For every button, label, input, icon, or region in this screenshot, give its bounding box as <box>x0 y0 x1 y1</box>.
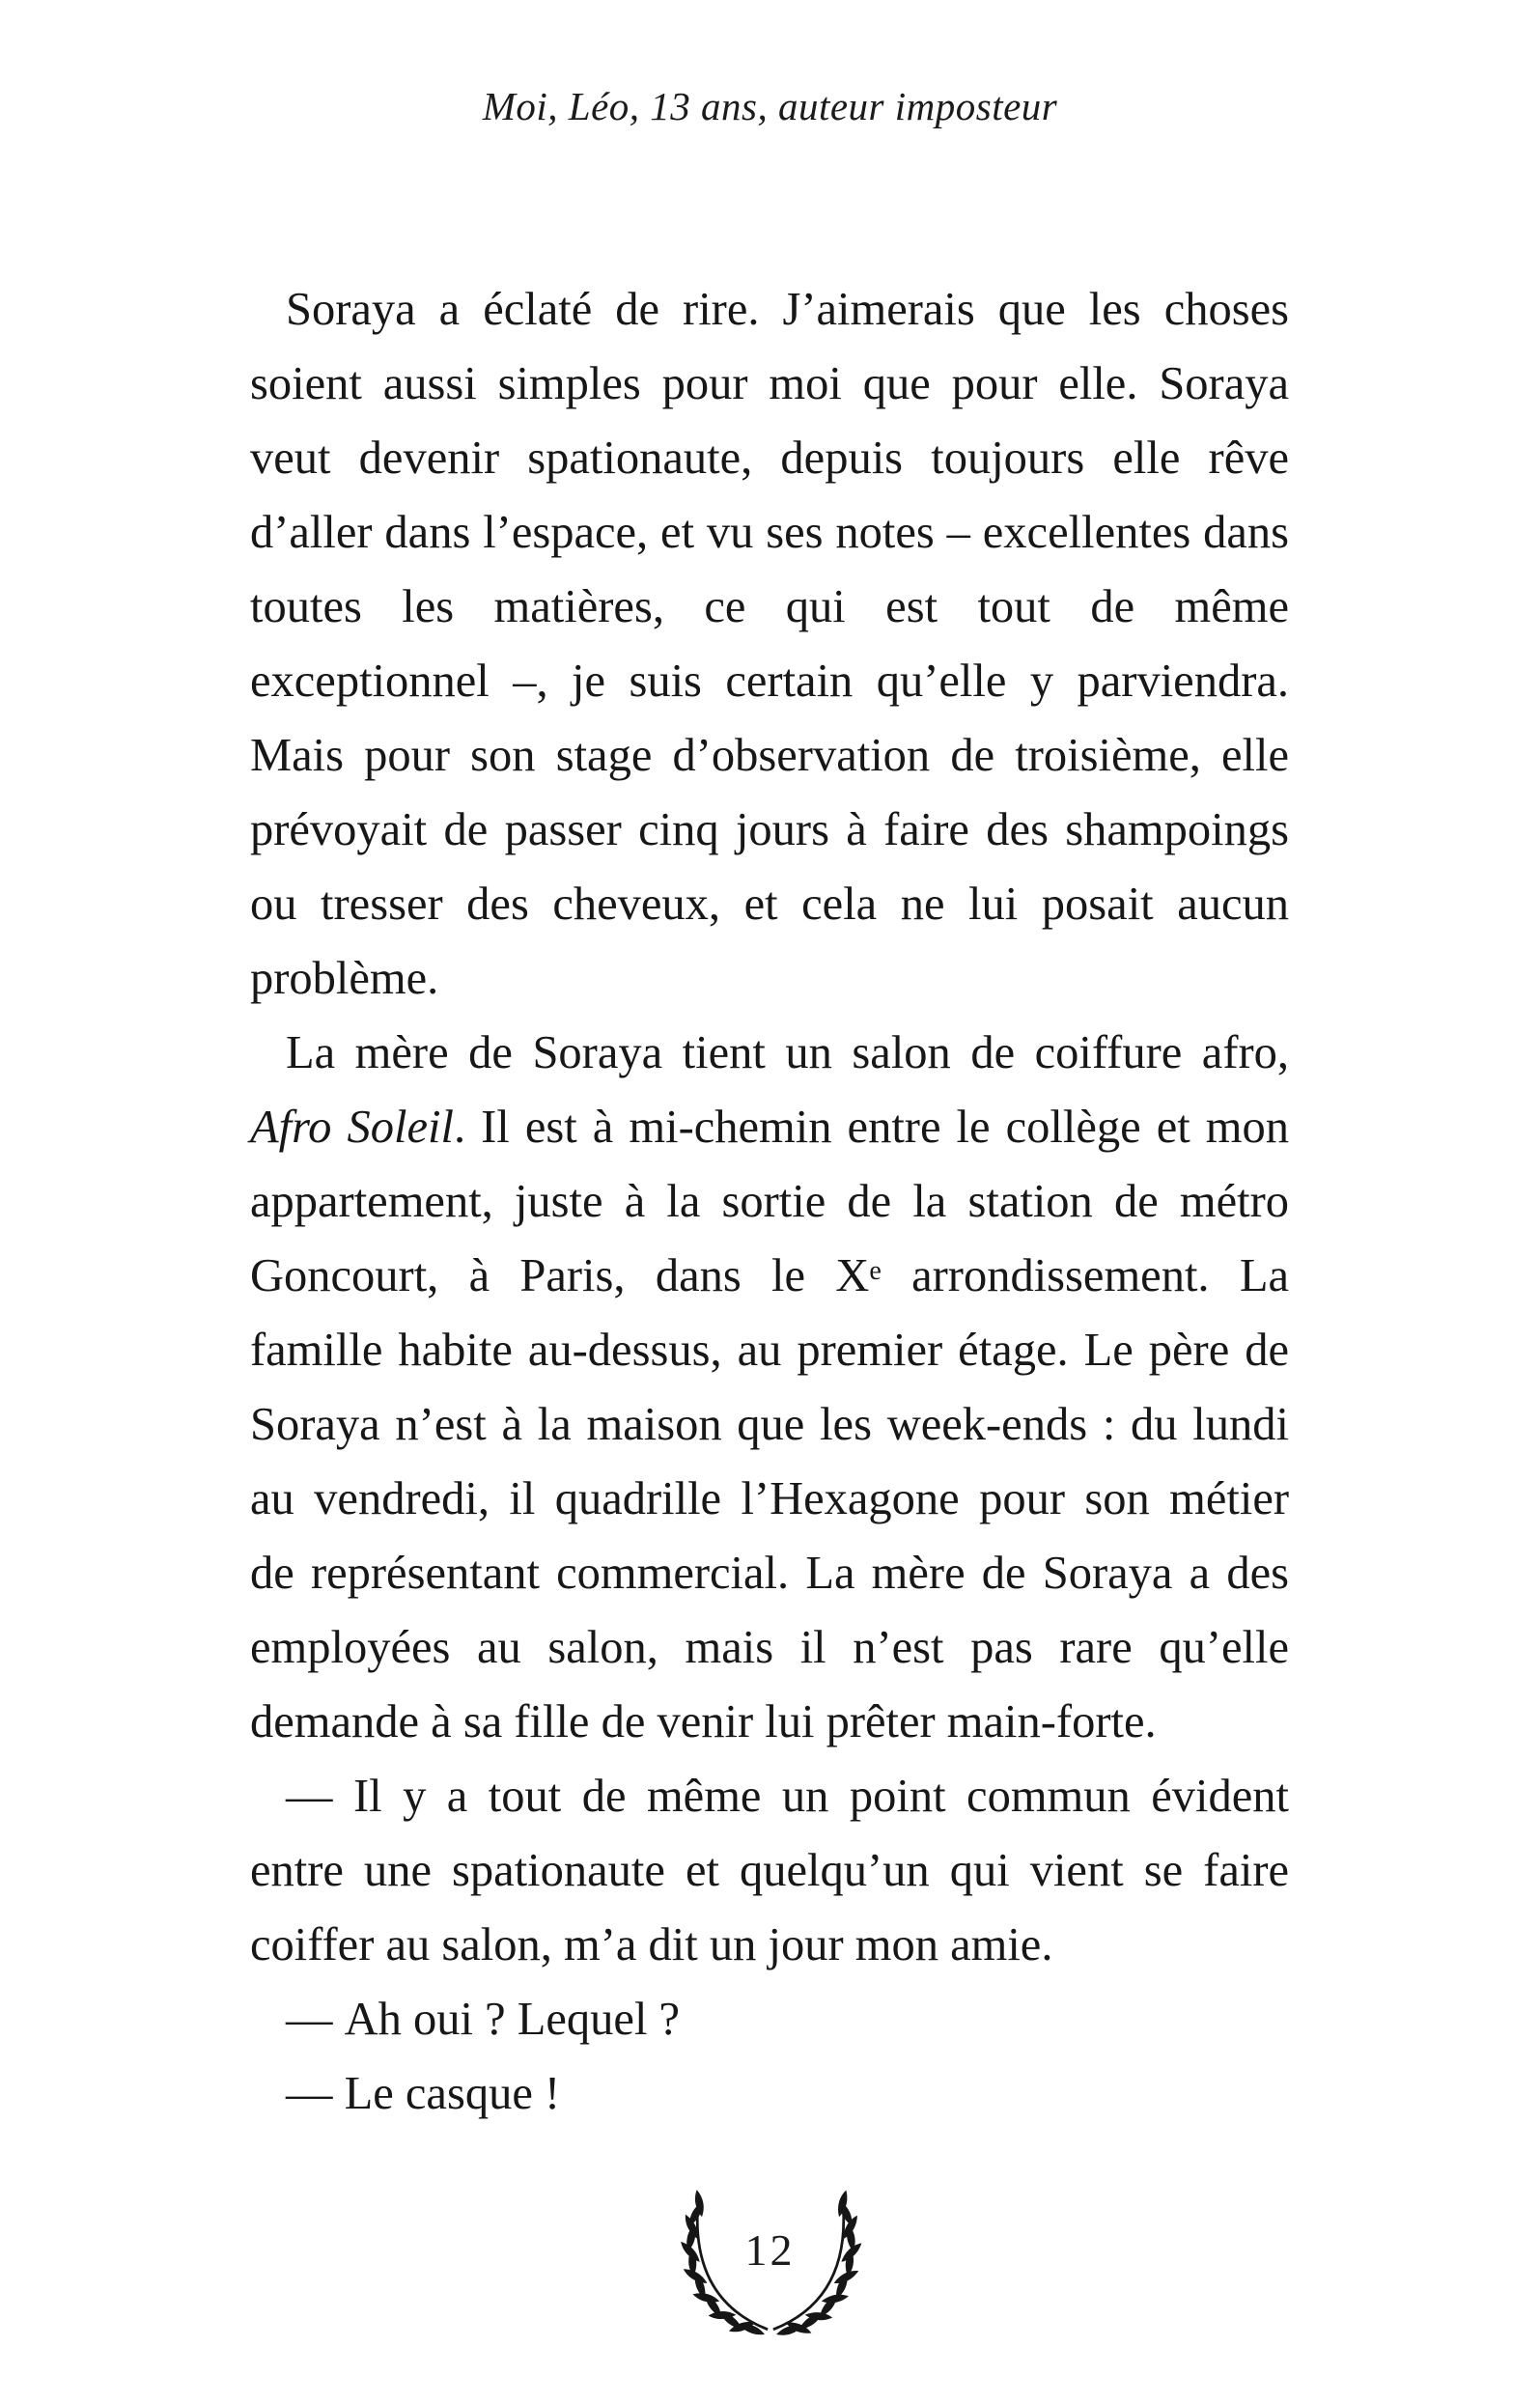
page-footer <box>0 2178 1540 2352</box>
paragraph-2: La mère de Soraya tient un salon de coiffure afro, Afro Soleil. Il est à mi-chemin entre le collège et mon appartement, juste à la sortie de la station de métro Goncourt, à Paris, dans le Xe arrondissement. La famille habite au-dessus, au premier étage. Le père de Soraya n’est à la maison que les week-ends : du lundi au vendredi, il quadrille l’Hexagone pour son métier de représentant commercial. La mère de Soraya a des employées au salon, mais il n’est pas rare qu’elle demande à sa fille de venir lui prêter main-forte. <box>250 1027 1289 1747</box>
running-title: Moi, Léo, 13 ans, auteur imposteur <box>482 84 1058 128</box>
laurel-wreath-icon <box>668 2178 873 2352</box>
paragraph-1: Soraya a éclaté de rire. J’aimerais que les choses soient aussi simples pour moi que pour elle. Soraya veut devenir spationaute, depuis toujours elle rêve d’aller dans l’espace, et vu ses notes – excellentes dans toutes les matières, ce qui est tout de même exceptionnel –, je suis certain qu’elle y parviendra. Mais pour son stage d’observation de troisième, elle prévoyait de passer cinq jours à faire des shampoings ou tresser des cheveux, et cela ne lui posait aucun problème. <box>250 284 1289 1004</box>
paragraph-3: — Il y a tout de même un point commun évident entre une spationaute et quelqu’un qui vient se faire coiffer au salon, m’a dit un jour mon amie. <box>250 1771 1289 1970</box>
body-text <box>250 272 1289 2131</box>
paragraph-5: — Le casque ! <box>286 2068 561 2119</box>
page-number: 12 <box>744 2225 796 2275</box>
paragraph-4: — Ah oui ? Lequel ? <box>286 1994 681 2045</box>
